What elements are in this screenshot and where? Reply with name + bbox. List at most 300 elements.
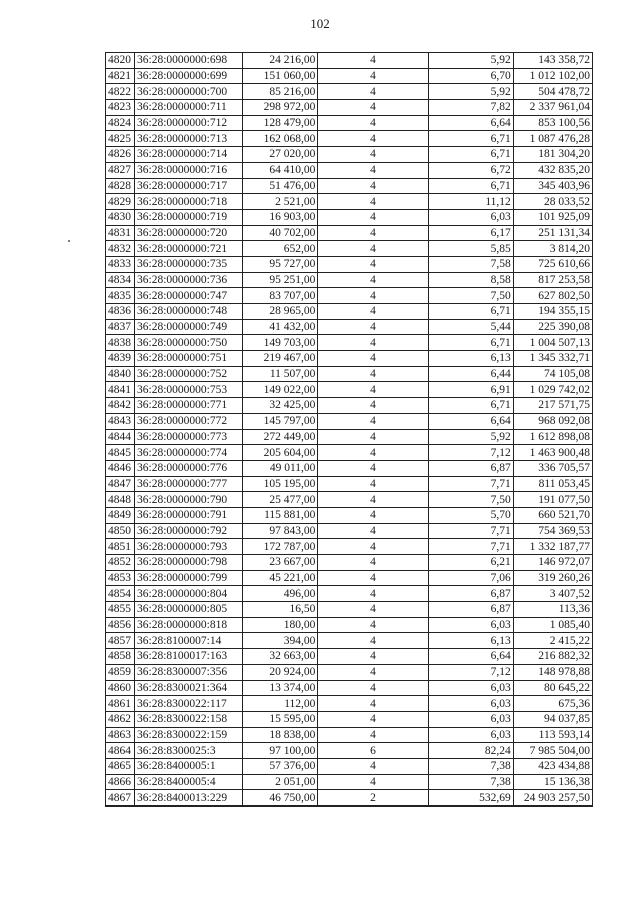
cadastral-number-cell: 36:28:0000000:698 xyxy=(135,53,243,69)
cadastral-number-cell: 36:28:0000000:776 xyxy=(135,460,243,476)
table-row xyxy=(106,413,593,429)
area-cell: 2 521,00 xyxy=(243,194,318,210)
table-row xyxy=(106,649,593,665)
value-cell: 143 358,72 xyxy=(513,53,592,69)
rate-cell: 6,64 xyxy=(428,115,513,131)
area-cell: 496,00 xyxy=(243,586,318,602)
rate-cell: 6,44 xyxy=(428,366,513,382)
row-number-cell: 4827 xyxy=(106,162,135,178)
value-cell: 817 253,58 xyxy=(513,272,592,288)
area-cell: 16 903,00 xyxy=(243,209,318,225)
rate-cell: 6,72 xyxy=(428,162,513,178)
row-number-cell: 4859 xyxy=(106,664,135,680)
value-cell: 811 053,45 xyxy=(513,476,592,492)
cadastral-number-cell: 36:28:0000000:805 xyxy=(135,602,243,618)
area-cell: 51 476,00 xyxy=(243,178,318,194)
area-cell: 46 750,00 xyxy=(243,790,318,806)
value-cell: 181 304,20 xyxy=(513,147,592,163)
group-cell: 4 xyxy=(318,351,428,367)
area-cell: 27 020,00 xyxy=(243,147,318,163)
value-cell: 675,36 xyxy=(513,696,592,712)
group-cell: 4 xyxy=(318,131,428,147)
cadastral-number-cell: 36:28:8300025:3 xyxy=(135,743,243,759)
table-row xyxy=(106,366,593,382)
group-cell: 4 xyxy=(318,539,428,555)
value-cell: 1 004 507,13 xyxy=(513,335,592,351)
group-cell: 4 xyxy=(318,100,428,116)
table-row xyxy=(106,131,593,147)
row-number-cell: 4857 xyxy=(106,633,135,649)
group-cell: 4 xyxy=(318,68,428,84)
table-row xyxy=(106,351,593,367)
value-cell: 627 802,50 xyxy=(513,288,592,304)
cadastral-number-cell: 36:28:0000000:719 xyxy=(135,209,243,225)
rate-cell: 82,24 xyxy=(428,743,513,759)
cadastral-number-cell: 36:28:8300022:159 xyxy=(135,727,243,743)
table-row xyxy=(106,225,593,241)
row-number-cell: 4855 xyxy=(106,602,135,618)
rate-cell: 5,92 xyxy=(428,84,513,100)
group-cell: 4 xyxy=(318,507,428,523)
cadastral-number-cell: 36:28:8300007:356 xyxy=(135,664,243,680)
value-cell: 1 029 742,02 xyxy=(513,382,592,398)
value-cell: 146 972,07 xyxy=(513,555,592,571)
cadastral-number-cell: 36:28:8400005:1 xyxy=(135,758,243,774)
rate-cell: 7,82 xyxy=(428,100,513,116)
rate-cell: 5,85 xyxy=(428,241,513,257)
area-cell: 24 216,00 xyxy=(243,53,318,69)
cadastral-number-cell: 36:28:0000000:818 xyxy=(135,617,243,633)
row-number-cell: 4858 xyxy=(106,649,135,665)
rate-cell: 6,70 xyxy=(428,68,513,84)
group-cell: 4 xyxy=(318,570,428,586)
group-cell: 4 xyxy=(318,617,428,633)
value-cell: 94 037,85 xyxy=(513,711,592,727)
row-number-cell: 4845 xyxy=(106,445,135,461)
group-cell: 4 xyxy=(318,272,428,288)
area-cell: 162 068,00 xyxy=(243,131,318,147)
value-cell: 968 092,08 xyxy=(513,413,592,429)
table-row xyxy=(106,758,593,774)
value-cell: 251 131,34 xyxy=(513,225,592,241)
value-cell: 432 835,20 xyxy=(513,162,592,178)
area-cell: 16,50 xyxy=(243,602,318,618)
rate-cell: 6,71 xyxy=(428,304,513,320)
row-number-cell: 4865 xyxy=(106,758,135,774)
value-cell: 3 407,52 xyxy=(513,586,592,602)
group-cell: 4 xyxy=(318,664,428,680)
group-cell: 4 xyxy=(318,711,428,727)
group-cell: 2 xyxy=(318,790,428,806)
area-cell: 83 707,00 xyxy=(243,288,318,304)
row-number-cell: 4822 xyxy=(106,84,135,100)
cadastral-number-cell: 36:28:0000000:711 xyxy=(135,100,243,116)
row-number-cell: 4854 xyxy=(106,586,135,602)
table-row xyxy=(106,319,593,335)
table-row xyxy=(106,445,593,461)
table-row xyxy=(106,743,593,759)
rate-cell: 6,71 xyxy=(428,147,513,163)
table-row xyxy=(106,586,593,602)
group-cell: 4 xyxy=(318,586,428,602)
row-number-cell: 4864 xyxy=(106,743,135,759)
group-cell: 4 xyxy=(318,774,428,790)
table-row xyxy=(106,272,593,288)
rate-cell: 6,17 xyxy=(428,225,513,241)
table-row xyxy=(106,696,593,712)
cadastral-number-cell: 36:28:0000000:792 xyxy=(135,523,243,539)
row-number-cell: 4848 xyxy=(106,492,135,508)
row-number-cell: 4849 xyxy=(106,507,135,523)
rate-cell: 7,12 xyxy=(428,445,513,461)
table-row xyxy=(106,241,593,257)
rate-cell: 7,38 xyxy=(428,774,513,790)
area-cell: 95 251,00 xyxy=(243,272,318,288)
value-cell: 101 925,09 xyxy=(513,209,592,225)
group-cell: 4 xyxy=(318,680,428,696)
rate-cell: 6,71 xyxy=(428,398,513,414)
rate-cell: 6,03 xyxy=(428,711,513,727)
rate-cell: 7,71 xyxy=(428,539,513,555)
table-row xyxy=(106,68,593,84)
table-row xyxy=(106,115,593,131)
rate-cell: 11,12 xyxy=(428,194,513,210)
area-cell: 13 374,00 xyxy=(243,680,318,696)
table-row xyxy=(106,680,593,696)
area-cell: 145 797,00 xyxy=(243,413,318,429)
value-cell: 2 415,22 xyxy=(513,633,592,649)
table-row xyxy=(106,288,593,304)
group-cell: 4 xyxy=(318,758,428,774)
value-cell: 216 882,32 xyxy=(513,649,592,665)
cadastral-number-cell: 36:28:0000000:720 xyxy=(135,225,243,241)
table-row xyxy=(106,523,593,539)
area-cell: 97 100,00 xyxy=(243,743,318,759)
row-number-cell: 4820 xyxy=(106,53,135,69)
rate-cell: 7,50 xyxy=(428,492,513,508)
rate-cell: 6,13 xyxy=(428,633,513,649)
group-cell: 4 xyxy=(318,225,428,241)
group-cell: 4 xyxy=(318,727,428,743)
group-cell: 4 xyxy=(318,413,428,429)
cadastral-number-cell: 36:28:0000000:790 xyxy=(135,492,243,508)
rate-cell: 6,87 xyxy=(428,586,513,602)
rate-cell: 6,71 xyxy=(428,335,513,351)
area-cell: 28 965,00 xyxy=(243,304,318,320)
group-cell: 4 xyxy=(318,162,428,178)
area-cell: 32 663,00 xyxy=(243,649,318,665)
cadastral-number-cell: 36:28:0000000:736 xyxy=(135,272,243,288)
cadastral-number-cell: 36:28:0000000:804 xyxy=(135,586,243,602)
row-number-cell: 4835 xyxy=(106,288,135,304)
cadastral-number-cell: 36:28:8300021:364 xyxy=(135,680,243,696)
row-number-cell: 4851 xyxy=(106,539,135,555)
rate-cell: 7,12 xyxy=(428,664,513,680)
rate-cell: 6,21 xyxy=(428,555,513,571)
area-cell: 652,00 xyxy=(243,241,318,257)
rate-cell: 7,71 xyxy=(428,476,513,492)
rate-cell: 8,58 xyxy=(428,272,513,288)
group-cell: 4 xyxy=(318,460,428,476)
table-row xyxy=(106,555,593,571)
value-cell: 217 571,75 xyxy=(513,398,592,414)
table-row xyxy=(106,460,593,476)
area-cell: 57 376,00 xyxy=(243,758,318,774)
row-number-cell: 4866 xyxy=(106,774,135,790)
area-cell: 180,00 xyxy=(243,617,318,633)
cadastral-number-cell: 36:28:8400005:4 xyxy=(135,774,243,790)
rate-cell: 6,03 xyxy=(428,209,513,225)
group-cell: 4 xyxy=(318,319,428,335)
group-cell: 4 xyxy=(318,476,428,492)
value-cell: 194 355,15 xyxy=(513,304,592,320)
cadastral-number-cell: 36:28:0000000:712 xyxy=(135,115,243,131)
value-cell: 1 463 900,48 xyxy=(513,445,592,461)
value-cell: 754 369,53 xyxy=(513,523,592,539)
area-cell: 205 604,00 xyxy=(243,445,318,461)
row-number-cell: 4863 xyxy=(106,727,135,743)
table-row xyxy=(106,602,593,618)
value-cell: 191 077,50 xyxy=(513,492,592,508)
row-number-cell: 4860 xyxy=(106,680,135,696)
row-number-cell: 4823 xyxy=(106,100,135,116)
area-cell: 298 972,00 xyxy=(243,100,318,116)
value-cell: 1 345 332,71 xyxy=(513,351,592,367)
value-cell: 345 403,96 xyxy=(513,178,592,194)
value-cell: 1 612 898,08 xyxy=(513,429,592,445)
value-cell: 113 593,14 xyxy=(513,727,592,743)
row-number-cell: 4853 xyxy=(106,570,135,586)
area-cell: 97 843,00 xyxy=(243,523,318,539)
page-number: 102 xyxy=(310,16,330,31)
area-cell: 11 507,00 xyxy=(243,366,318,382)
group-cell: 4 xyxy=(318,382,428,398)
row-number-cell: 4830 xyxy=(106,209,135,225)
cadastral-number-cell: 36:28:0000000:771 xyxy=(135,398,243,414)
row-number-cell: 4856 xyxy=(106,617,135,633)
area-cell: 15 595,00 xyxy=(243,711,318,727)
table-row xyxy=(106,304,593,320)
value-cell: 225 390,08 xyxy=(513,319,592,335)
cadastral-number-cell: 36:28:8400013:229 xyxy=(135,790,243,806)
rate-cell: 6,03 xyxy=(428,727,513,743)
area-cell: 23 667,00 xyxy=(243,555,318,571)
table-row xyxy=(106,382,593,398)
cadastral-number-cell: 36:28:0000000:721 xyxy=(135,241,243,257)
row-number-cell: 4826 xyxy=(106,147,135,163)
cadastral-number-cell: 36:28:0000000:774 xyxy=(135,445,243,461)
area-cell: 394,00 xyxy=(243,633,318,649)
row-number-cell: 4847 xyxy=(106,476,135,492)
area-cell: 149 703,00 xyxy=(243,335,318,351)
row-number-cell: 4832 xyxy=(106,241,135,257)
table-row xyxy=(106,664,593,680)
group-cell: 4 xyxy=(318,366,428,382)
row-number-cell: 4833 xyxy=(106,256,135,272)
row-number-cell: 4852 xyxy=(106,555,135,571)
table-row xyxy=(106,53,593,69)
table-row xyxy=(106,398,593,414)
area-cell: 32 425,00 xyxy=(243,398,318,414)
value-cell: 1 332 187,77 xyxy=(513,539,592,555)
row-number-cell: 4838 xyxy=(106,335,135,351)
rate-cell: 5,70 xyxy=(428,507,513,523)
rate-cell: 6,13 xyxy=(428,351,513,367)
table-row xyxy=(106,727,593,743)
rate-cell: 6,71 xyxy=(428,131,513,147)
group-cell: 4 xyxy=(318,84,428,100)
cadastral-number-cell: 36:28:8100007:14 xyxy=(135,633,243,649)
cadastral-number-cell: 36:28:8100017:163 xyxy=(135,649,243,665)
group-cell: 4 xyxy=(318,633,428,649)
rate-cell: 7,06 xyxy=(428,570,513,586)
value-cell: 80 645,22 xyxy=(513,680,592,696)
value-cell: 3 814,20 xyxy=(513,241,592,257)
area-cell: 64 410,00 xyxy=(243,162,318,178)
value-cell: 74 105,08 xyxy=(513,366,592,382)
row-number-cell: 4867 xyxy=(106,790,135,806)
group-cell: 4 xyxy=(318,53,428,69)
rate-cell: 7,71 xyxy=(428,523,513,539)
row-number-cell: 4850 xyxy=(106,523,135,539)
cadastral-number-cell: 36:28:0000000:799 xyxy=(135,570,243,586)
cadastral-number-cell: 36:28:0000000:735 xyxy=(135,256,243,272)
cadastral-number-cell: 36:28:0000000:749 xyxy=(135,319,243,335)
cadastral-number-cell: 36:28:0000000:714 xyxy=(135,147,243,163)
table-body xyxy=(106,53,593,807)
value-cell: 853 100,56 xyxy=(513,115,592,131)
area-cell: 95 727,00 xyxy=(243,256,318,272)
table-row xyxy=(106,256,593,272)
area-cell: 172 787,00 xyxy=(243,539,318,555)
table-row xyxy=(106,790,593,806)
value-cell: 504 478,72 xyxy=(513,84,592,100)
row-number-cell: 4834 xyxy=(106,272,135,288)
row-number-cell: 4828 xyxy=(106,178,135,194)
table-row xyxy=(106,617,593,633)
rate-cell: 7,50 xyxy=(428,288,513,304)
area-cell: 115 881,00 xyxy=(243,507,318,523)
row-number-cell: 4836 xyxy=(106,304,135,320)
table-row xyxy=(106,429,593,445)
area-cell: 112,00 xyxy=(243,696,318,712)
value-cell: 423 434,88 xyxy=(513,758,592,774)
table-row xyxy=(106,335,593,351)
cadastral-number-cell: 36:28:0000000:750 xyxy=(135,335,243,351)
area-cell: 85 216,00 xyxy=(243,84,318,100)
rate-cell: 5,92 xyxy=(428,53,513,69)
row-number-cell: 4844 xyxy=(106,429,135,445)
cadastral-number-cell: 36:28:0000000:700 xyxy=(135,84,243,100)
value-cell: 1 012 102,00 xyxy=(513,68,592,84)
margin-dot xyxy=(68,240,70,242)
table-row xyxy=(106,774,593,790)
table-row xyxy=(106,711,593,727)
area-cell: 18 838,00 xyxy=(243,727,318,743)
group-cell: 4 xyxy=(318,696,428,712)
rate-cell: 7,58 xyxy=(428,256,513,272)
area-cell: 105 195,00 xyxy=(243,476,318,492)
cadastral-number-cell: 36:28:0000000:751 xyxy=(135,351,243,367)
row-number-cell: 4821 xyxy=(106,68,135,84)
rate-cell: 5,92 xyxy=(428,429,513,445)
value-cell: 113,36 xyxy=(513,602,592,618)
group-cell: 4 xyxy=(318,335,428,351)
cadastral-number-cell: 36:28:0000000:773 xyxy=(135,429,243,445)
row-number-cell: 4831 xyxy=(106,225,135,241)
area-cell: 128 479,00 xyxy=(243,115,318,131)
cadastral-number-cell: 36:28:8300022:158 xyxy=(135,711,243,727)
cadastral-number-cell: 36:28:0000000:747 xyxy=(135,288,243,304)
value-cell: 148 978,88 xyxy=(513,664,592,680)
row-number-cell: 4840 xyxy=(106,366,135,382)
rate-cell: 6,03 xyxy=(428,680,513,696)
group-cell: 4 xyxy=(318,429,428,445)
row-number-cell: 4841 xyxy=(106,382,135,398)
group-cell: 4 xyxy=(318,178,428,194)
table-row xyxy=(106,476,593,492)
group-cell: 4 xyxy=(318,115,428,131)
group-cell: 4 xyxy=(318,288,428,304)
group-cell: 4 xyxy=(318,256,428,272)
cadastral-value-table xyxy=(105,52,593,807)
value-cell: 725 610,66 xyxy=(513,256,592,272)
group-cell: 4 xyxy=(318,555,428,571)
cadastral-number-cell: 36:28:8300022:117 xyxy=(135,696,243,712)
group-cell: 4 xyxy=(318,147,428,163)
cadastral-number-cell: 36:28:0000000:748 xyxy=(135,304,243,320)
value-cell: 1 087 476,28 xyxy=(513,131,592,147)
area-cell: 25 477,00 xyxy=(243,492,318,508)
value-cell: 319 260,26 xyxy=(513,570,592,586)
group-cell: 4 xyxy=(318,304,428,320)
rate-cell: 6,71 xyxy=(428,178,513,194)
rate-cell: 6,87 xyxy=(428,602,513,618)
table-row xyxy=(106,570,593,586)
table-row xyxy=(106,194,593,210)
rate-cell: 6,64 xyxy=(428,413,513,429)
cadastral-number-cell: 36:28:0000000:752 xyxy=(135,366,243,382)
rate-cell: 7,38 xyxy=(428,758,513,774)
cadastral-number-cell: 36:28:0000000:777 xyxy=(135,476,243,492)
value-cell: 24 903 257,50 xyxy=(513,790,592,806)
cadastral-number-cell: 36:28:0000000:753 xyxy=(135,382,243,398)
group-cell: 4 xyxy=(318,445,428,461)
area-cell: 45 221,00 xyxy=(243,570,318,586)
rate-cell: 532,69 xyxy=(428,790,513,806)
area-cell: 20 924,00 xyxy=(243,664,318,680)
row-number-cell: 4843 xyxy=(106,413,135,429)
cadastral-number-cell: 36:28:0000000:699 xyxy=(135,68,243,84)
cadastral-number-cell: 36:28:0000000:798 xyxy=(135,555,243,571)
area-cell: 2 051,00 xyxy=(243,774,318,790)
table-row xyxy=(106,178,593,194)
row-number-cell: 4825 xyxy=(106,131,135,147)
row-number-cell: 4846 xyxy=(106,460,135,476)
area-cell: 151 060,00 xyxy=(243,68,318,84)
area-cell: 149 022,00 xyxy=(243,382,318,398)
cadastral-number-cell: 36:28:0000000:713 xyxy=(135,131,243,147)
group-cell: 4 xyxy=(318,398,428,414)
table-row xyxy=(106,100,593,116)
rate-cell: 6,87 xyxy=(428,460,513,476)
table-row xyxy=(106,209,593,225)
row-number-cell: 4829 xyxy=(106,194,135,210)
cadastral-number-cell: 36:28:0000000:717 xyxy=(135,178,243,194)
group-cell: 6 xyxy=(318,743,428,759)
value-cell: 336 705,57 xyxy=(513,460,592,476)
table-row xyxy=(106,539,593,555)
